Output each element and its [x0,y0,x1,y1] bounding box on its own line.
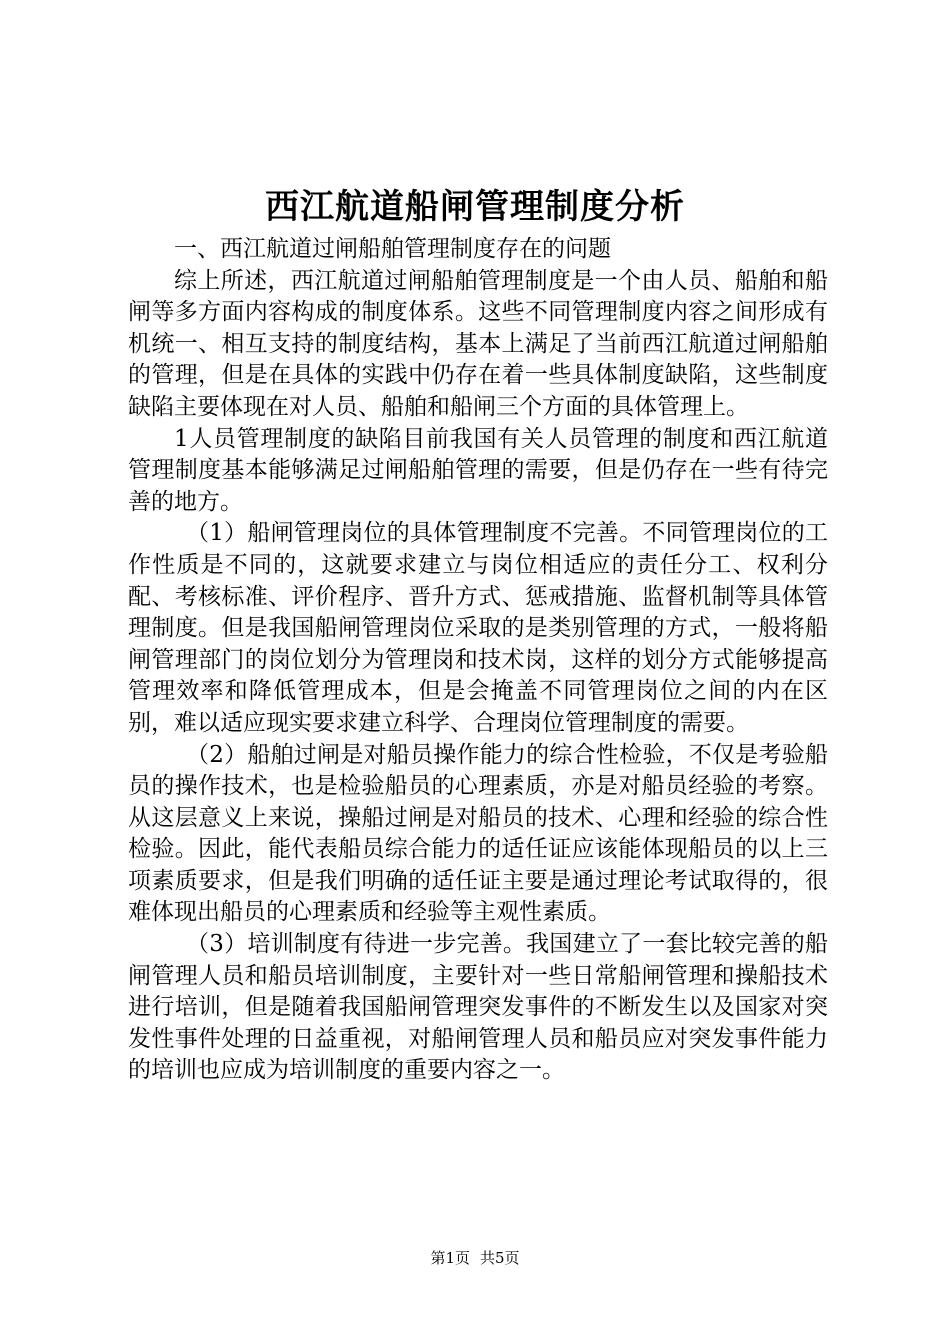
paragraph-item-2: （2）船舶过闸是对船员操作能力的综合性检验，不仅是考验船员的操作技术，也是检验船员的心理素质，亦是对船员经验的考察。从这层意义上来说，操船过闸是对船员的技术、心理和经验的综合性检验。因此，能代表船员综合能力的适任证应该能体现船员的以上三项素质要求，但是我们明确的适任证主要是通过理论考试取得的，很难体现出船员的心理素质和经验等主观性素质。 [128,741,828,926]
paragraph-personnel: 1人员管理制度的缺陷目前我国有关人员管理的制度和西江航道管理制度基本能够满足过闸船舶管理的需要，但是仍存在一些有待完善的地方。 [128,425,828,515]
paragraph-item-3: （3）培训制度有待进一步完善。我国建立了一套比较完善的船闸管理人员和船员培训制度，主要针对一些日常船闸管理和操船技术进行培训，但是随着我国船闸管理突发事件的不断发生以及国家对突发性事件处理的日益重视，对船闸管理人员和船员应对突发事件能力的培训也应成为培训制度的重要内容之一。 [128,931,828,1084]
paragraph-item-1: （1）船闸管理岗位的具体管理制度不完善。不同管理岗位的工作性质是不同的，这就要求建立与岗位相适应的责任分工、权利分配、考核标准、评价程序、晋升方式、惩戒措施、监督机制等具体管理制度。但是我国船闸管理岗位采取的是类别管理的方式，一般将船闸管理部门的岗位划分为管理岗和技术岗，这样的划分方式能够提高管理效率和降低管理成本，但是会掩盖不同管理岗位之间的内在区别，难以适应现实要求建立科学、合理岗位管理制度的需要。 [128,520,828,736]
page-number: 第1页 [430,1249,470,1267]
section-heading: 一、西江航道过闸船舶管理制度存在的问题 [174,236,611,262]
document-body [128,234,828,1087]
document-title: 西江航道船闸管理制度分析 [265,187,685,227]
paragraph-summary: 综上所述，西江航道过闸船舶管理制度是一个由人员、船舶和船闸等多方面内容构成的制度体系。这些不同管理制度内容之间形成有机统一、相互支持的制度结构，基本上满足了当前西江航道过闸船舶的管理，但是在具体的实践中仍存在着一些具体制度缺陷，这些制度缺陷主要体现在对人员、船舶和船闸三个方面的具体管理上。 [128,267,828,420]
page-footer [0,1247,950,1269]
page-total: 共5页 [480,1249,520,1267]
